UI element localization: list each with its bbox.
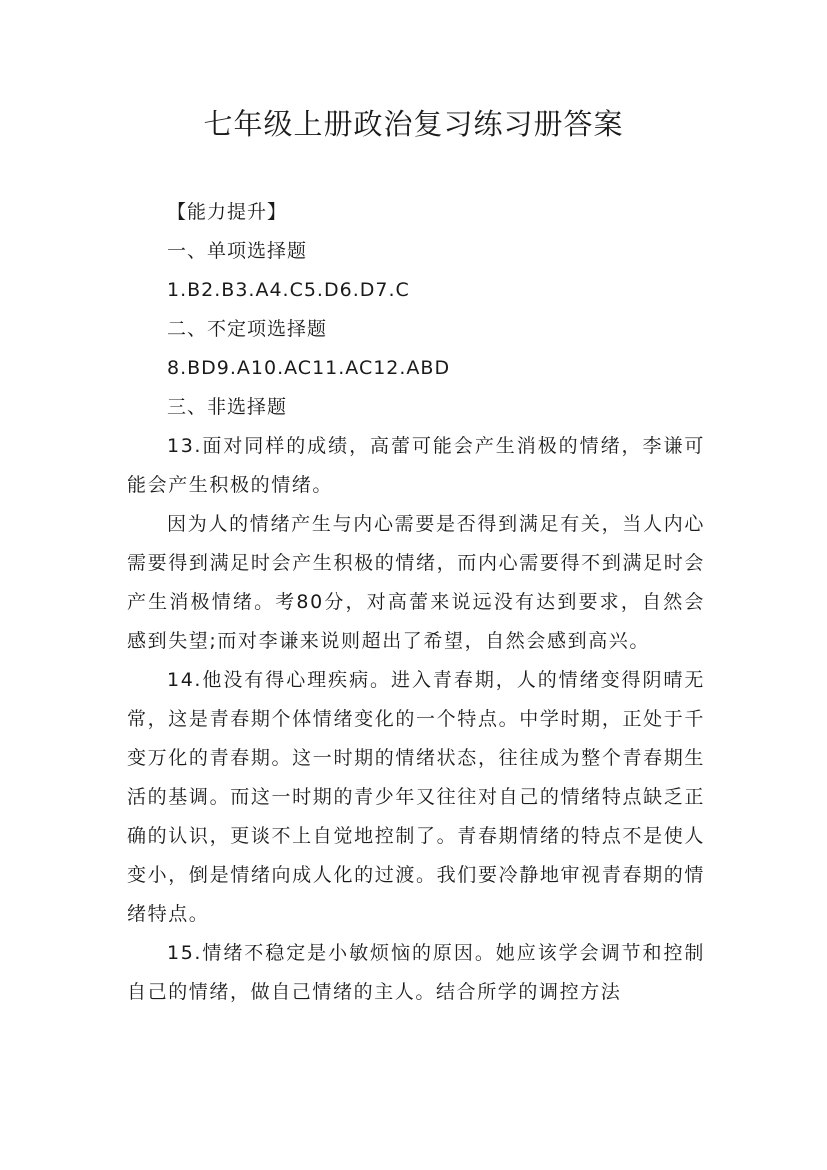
answer-paragraph-14: 14.他没有得心理疾病。进入青春期，人的情绪变得阴晴无常，这是青春期个体情绪变化的一个特点。中学时期，正处于千变万化的青春期。这一时期的情绪状态，往往成为整个青春期生活的基调。而这一时期的青少年又往往对自己的情绪特点缺乏正确的认识，更谈不上自觉地控制了。青春期情绪的特点不是使人变小，倒是情绪向成人化的过渡。我们要冷静地审视青春期的情绪特点。 [127, 669, 705, 925]
section-heading-ability: 【能力提升】 [167, 201, 288, 223]
section-heading-single-choice: 一、单项选择题 [167, 240, 308, 262]
document-title: 七年级上册政治复习练习册答案 [203, 107, 624, 141]
answer-paragraph-15: 15.情绪不稳定是小敏烦恼的原因。她应该学会调节和控制自己的情绪，做自己情绪的主人。结合所学的调控方法 [127, 942, 705, 1003]
section-heading-multiple-choice: 二、不定项选择题 [167, 318, 328, 340]
document-body [127, 193, 705, 1012]
answers-multiple-choice: 8.BD9.A10.AC11.AC12.ABD [167, 357, 451, 379]
answer-paragraph-13: 13.面对同样的成绩，高蕾可能会产生消极的情绪，李谦可能会产生积极的情绪。 [127, 435, 705, 496]
section-heading-non-choice: 三、非选择题 [167, 396, 288, 418]
answers-single-choice: 1.B2.B3.A4.C5.D6.D7.C [167, 279, 410, 301]
answer-paragraph-13-reason: 因为人的情绪产生与内心需要是否得到满足有关，当人内心需要得到满足时会产生积极的情绪，而内心需要得不到满足时会产生消极情绪。考80分，对高蕾来说远没有达到要求，自然会感到失望;而对李谦来说则超出了希望，自然会感到高兴。 [127, 513, 705, 652]
